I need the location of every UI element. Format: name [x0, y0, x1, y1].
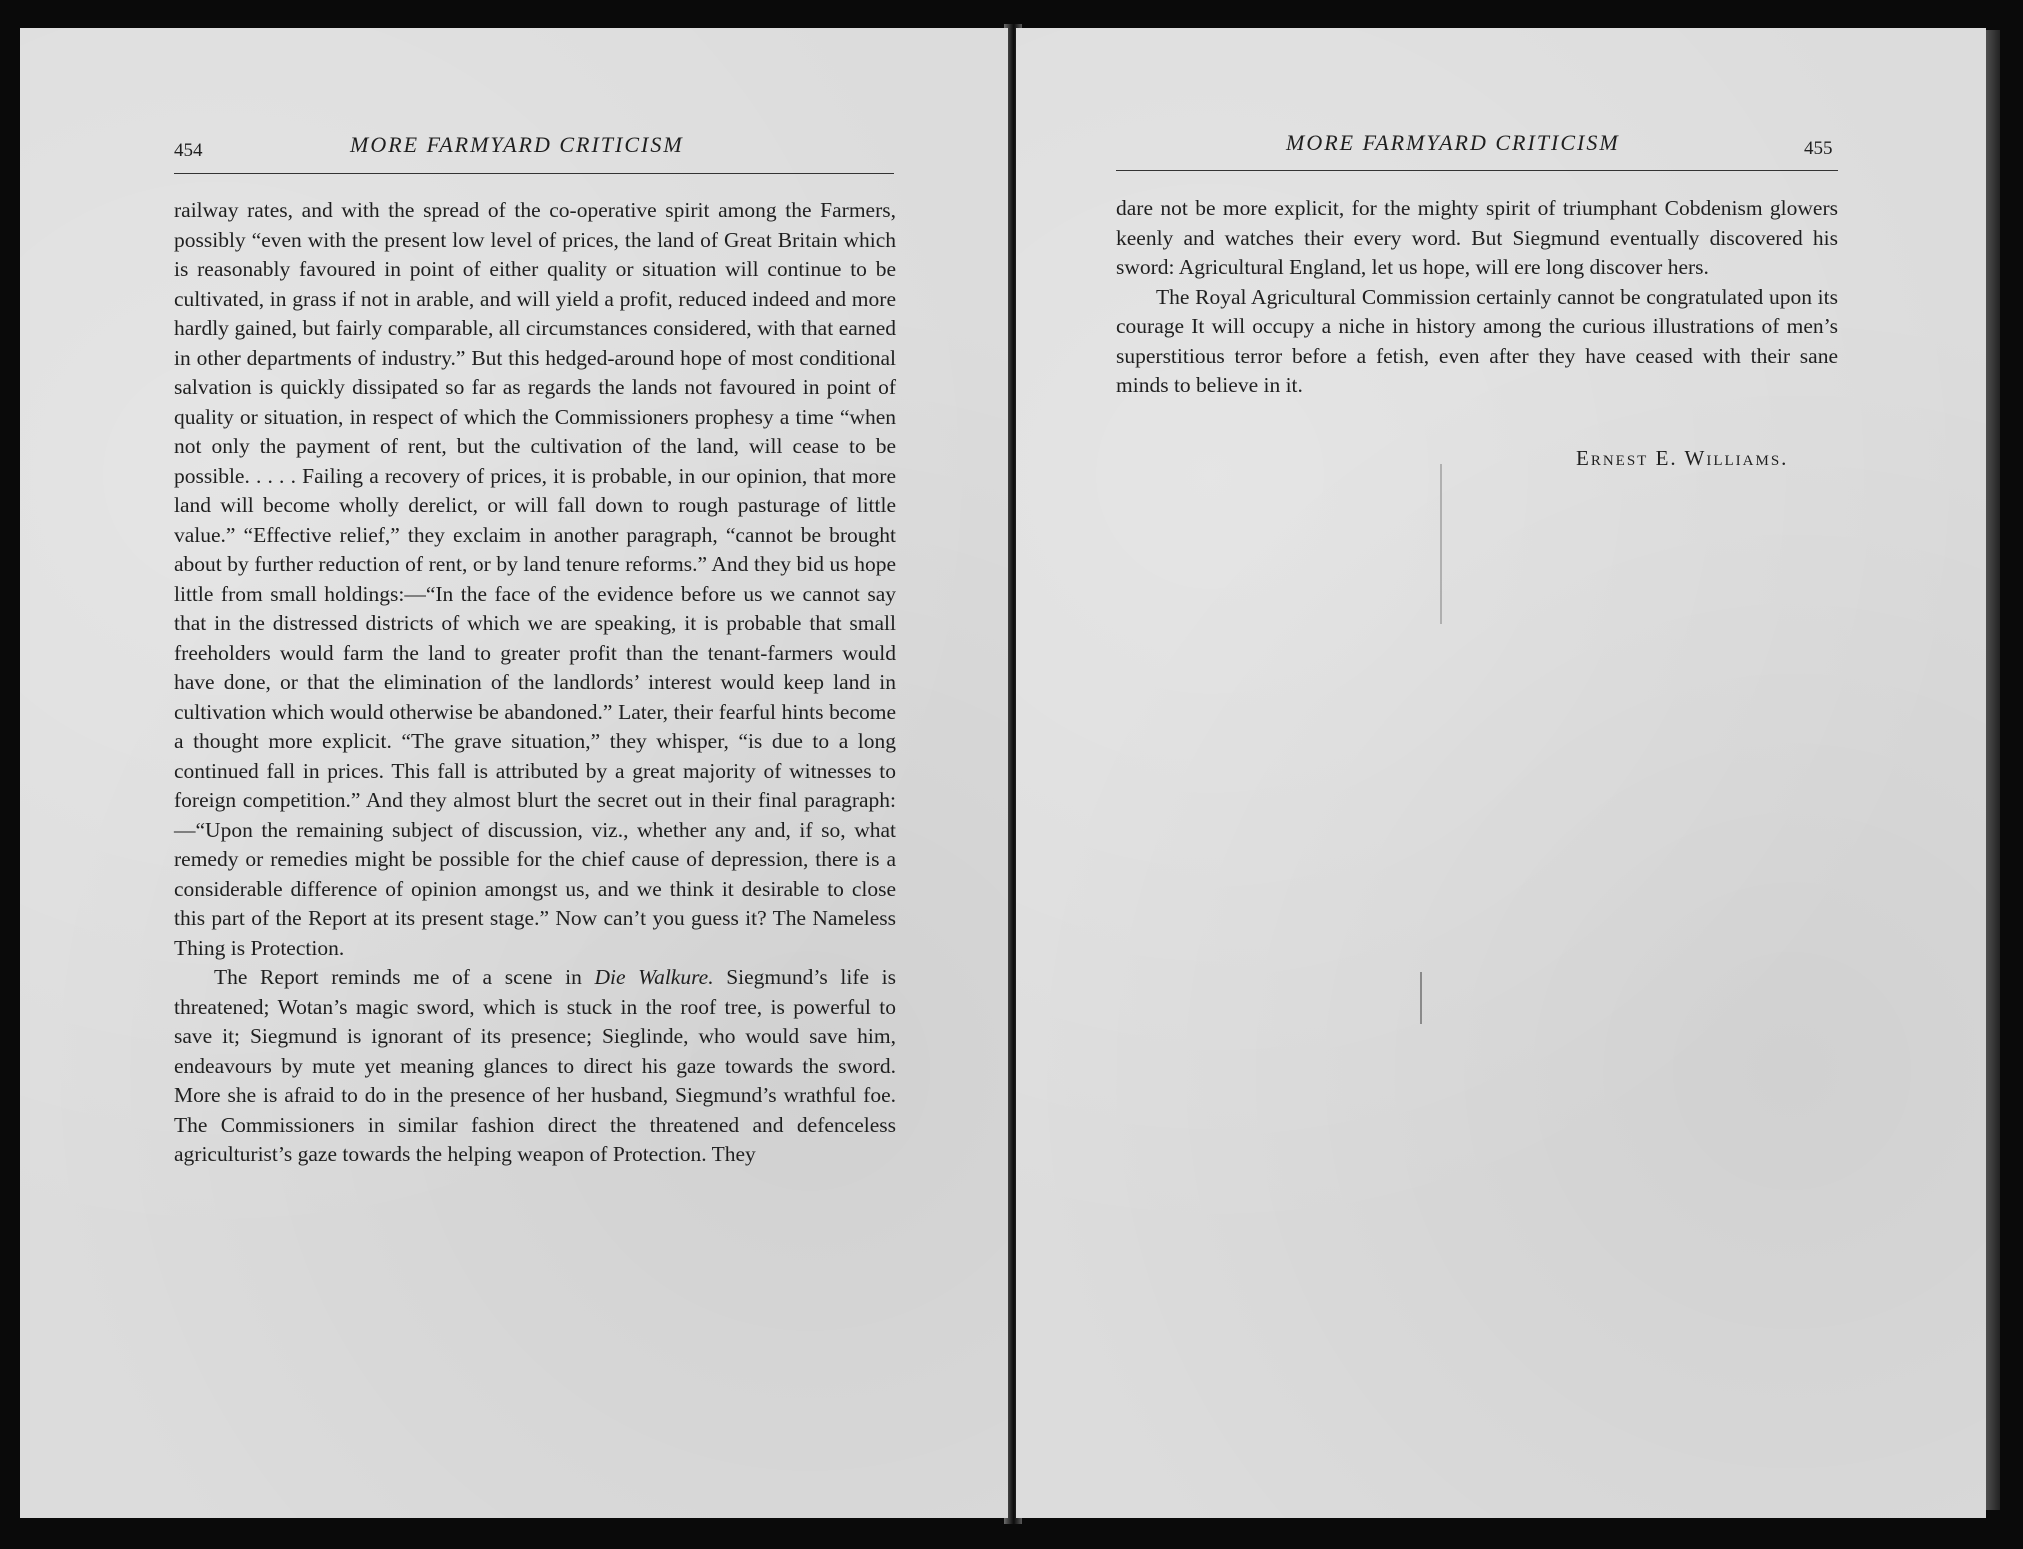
- header-rule-right: [1116, 170, 1838, 171]
- right-page: [1016, 28, 1986, 1518]
- left-page: [20, 28, 1008, 1518]
- right-paragraph-1: dare not be more explicit, for the mighty spirit of triumphant Cobdenism glowers keenly and watches their every word. But Siegmund eventually discovered his sword: Agricultural England, let us hope, will ere long discover hers.: [1116, 196, 1838, 279]
- left-page-text: [174, 196, 896, 1170]
- scan-mark: [1440, 464, 1442, 624]
- right-paragraph-2: The Royal Agricultural Commission certainly cannot be congratulated upon its courage It will occupy a niche in history among the curious illustrations of men’s superstitious terror before a fetish, even after they have ceased with their sane minds to believe in it.: [1116, 284, 1838, 397]
- page-number-right: 455: [1804, 138, 1833, 159]
- left-paragraph-2-rest: Siegmund’s life is threatened; Wotan’s magic sword, which is stuck in the roof tree, is powerful to save it; Siegmund is ignorant of its presence; Sieglinde, who would save him, endeavours by mute yet meaning glances to direct his gaze towards the sword. More she is afraid to do in the presence of her husband, Siegmund’s wrathful foe. The Commissioners in similar fashion direct the threatened and defenceless agriculturist’s gaze towards the helping weapon of Protection. They: [174, 965, 896, 1166]
- right-page-text: [1116, 194, 1838, 401]
- left-paragraph-2: [174, 963, 896, 1170]
- left-paragraph-2-start: The Report reminds me of a scene in: [214, 965, 595, 989]
- page-number-left: 454: [174, 140, 203, 161]
- running-head-right: MORE FARMYARD CRITICISM: [1286, 130, 1620, 155]
- header-rule-left: [174, 173, 894, 174]
- left-paragraph-1: railway rates, and with the spread of the co-operative spirit among the Farmers, possibly “even with the present low level of prices, the land of Great Britain which is reasonably favoured in point of either quality or situation will continue to be cultivated, in grass if not in arable, and will yield a profit, reduced indeed and more hardly gained, but fairly comparable, all circumstances considered, with that earned in other departments of industry.” But this hedged-around hope of most conditional salvation is quickly dissipated so far as regards the lands not favoured in point of quality or situation, in respect of which the Commissioners prophesy a time “when not only the payment of rent, but the cultivation of the land, will cease to be possible. . . . . Failing a recovery of prices, it is probable, in our opinion, that more land will become wholly derelict, or will fall down to rough pasturage of little value.” “Effective relief,” they exclaim in another paragraph, “cannot be brought about by further reduction of rent, or by land tenure reforms.” And they bid us hope little from small holdings:—“In the face of the evidence before us we cannot say that in the distressed districts of which we are speaking, it is probable that small freeholders would farm the land to greater profit than the tenant-farmers would have done, or that the elimination of the landlords’ interest would keep land in cultivation which would otherwise be abandoned.” Later, their fearful hints become a thought more explicit. “The grave situation,” they whisper, “is due to a long continued fall in prices. This fall is attributed by a great majority of witnesses to foreign competition.” And they almost blurt the secret out in their final paragraph:—“Upon the remaining subject of discussion, viz., whether any and, if so, what remedy or remedies might be possible for the chief cause of depression, there is a considerable difference of opinion amongst us, and we think it desirable to close this part of the Report at its present stage.” Now can’t you guess it? The Nameless Thing is Protection.: [174, 198, 896, 960]
- opera-title: Die Walkure.: [594, 965, 714, 989]
- scan-mark: [1420, 972, 1422, 1024]
- page-edge: [1984, 30, 2000, 1510]
- running-head-left: MORE FARMYARD CRITICISM: [350, 132, 684, 157]
- author-signature: Ernest E. Williams.: [1576, 446, 1789, 470]
